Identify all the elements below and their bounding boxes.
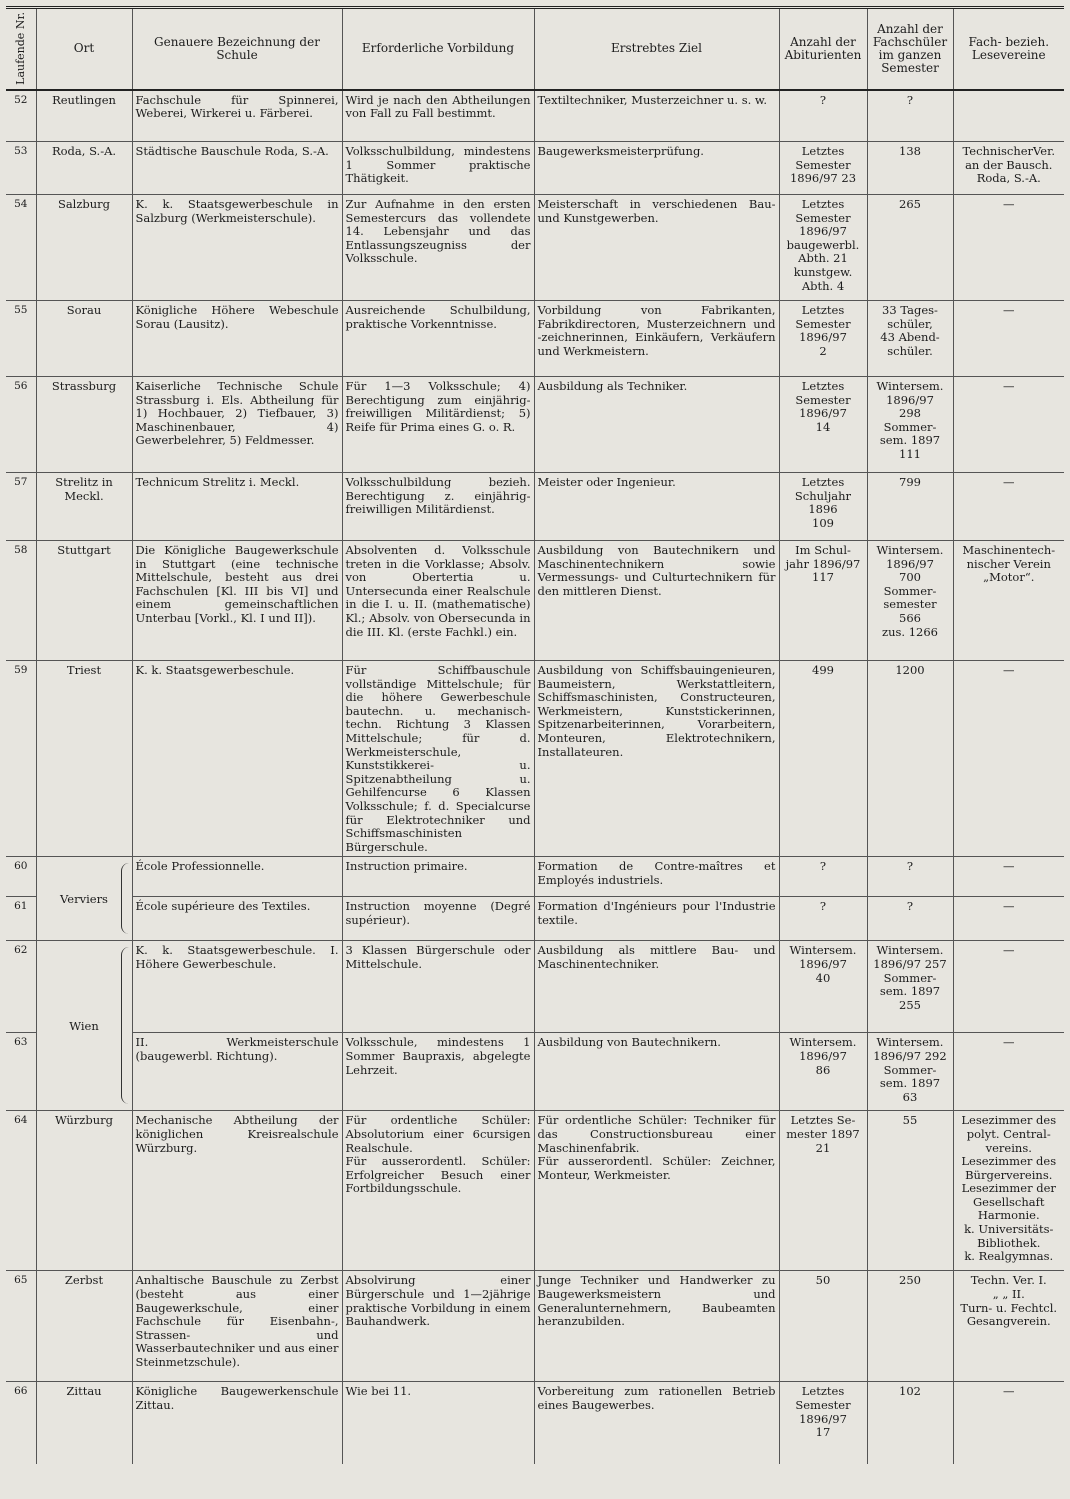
row-vorbildung: Absolvirung einer Bürgerschule und 1—2jährige praktische Vorbildung in einem Bauhandwerk.	[342, 1271, 534, 1382]
row-ort: Salzburg	[36, 195, 132, 301]
row-vorbildung: Zur Aufnahme in den ersten Semestercurs das vollendete 14. Lebensjahr und das Entlassungszeugniss der Volksschule.	[342, 195, 534, 301]
header-row	[6, 8, 1064, 90]
row-ziel: Formation d'Ingénieurs pour l'Industrie textile.	[534, 897, 779, 941]
row-lesevereine	[953, 90, 1064, 142]
row-abiturienten: Letztes Se- mester 1897 21	[779, 1111, 867, 1271]
row-vorbildung: Volksschulbildung, mindestens 1 Sommer praktische Thätigkeit.	[342, 142, 534, 195]
row-ziel: Für ordentliche Schüler: Techniker für das Constructionsbureau einer Maschinenfabrik. Für ausserordentl. Schüler: Zeichner, Monteur, Werkmeister.	[534, 1111, 779, 1271]
table-row	[6, 897, 1064, 941]
header-lesevereine: Fach- bezieh. Lesevereine	[953, 8, 1064, 90]
row-lesevereine: Techn. Ver. I. „ „ II. Turn- u. Fechtcl. Gesangverein.	[953, 1271, 1064, 1382]
table-row	[6, 142, 1064, 195]
table-row	[6, 941, 1064, 1033]
row-lesevereine: —	[953, 195, 1064, 301]
table-row	[6, 1382, 1064, 1464]
row-ziel: Junge Techniker und Handwerker zu Baugewerksmeistern und Generalunternehmern, Baubeamten heranzubilden.	[534, 1271, 779, 1382]
row-ort: Roda, S.-A.	[36, 142, 132, 195]
row-nr: 54	[6, 195, 36, 301]
header-abiturienten: Anzahl der Abiturienten	[779, 8, 867, 90]
row-vorbildung: Volksschule, mindestens 1 Sommer Baupraxis, abgelegte Lehrzeit.	[342, 1033, 534, 1111]
row-ziel: Vorbildung von Fabrikanten, Fabrikdirectoren, Musterzeichnern und -zeichnerinnen, Einkäufern, Verkäufern und Werkmeistern.	[534, 301, 779, 377]
row-lesevereine: —	[953, 1033, 1064, 1111]
row-nr: 61	[6, 897, 36, 941]
row-schule: Mechanische Abtheilung der königlichen Kreisrealschule Würzburg.	[132, 1111, 342, 1271]
row-vorbildung: Für ordentliche Schüler: Absolutorium einer 6cursigen Realschule. Für ausserordentl. Schüler: Erfolgreicher Besuch einer Fortbildungsschule.	[342, 1111, 534, 1271]
row-vorbildung: Wird je nach den Abtheilungen von Fall zu Fall bestimmt.	[342, 90, 534, 142]
row-abiturienten: Letztes Semester 1896/97 23	[779, 142, 867, 195]
row-ort: Reutlingen	[36, 90, 132, 142]
table-row	[6, 90, 1064, 142]
group-ort-label: Verviers	[60, 891, 108, 906]
row-ort: Strelitz in Meckl.	[36, 473, 132, 541]
row-nr: 63	[6, 1033, 36, 1111]
table-row	[6, 1033, 1064, 1111]
row-nr: 52	[6, 90, 36, 142]
row-abiturienten: 50	[779, 1271, 867, 1382]
row-abiturienten: Letztes Semester 1896/97 17	[779, 1382, 867, 1464]
row-nr: 66	[6, 1382, 36, 1464]
row-fachschueler: 102	[867, 1382, 953, 1464]
row-abiturienten: 499	[779, 661, 867, 857]
row-vorbildung: Wie bei 11.	[342, 1382, 534, 1464]
table-row	[6, 301, 1064, 377]
row-abiturienten: Letztes Semester 1896/97 14	[779, 377, 867, 473]
row-schule: Königliche Höhere Webeschule Sorau (Lausitz).	[132, 301, 342, 377]
row-fachschueler: ?	[867, 897, 953, 941]
row-nr: 59	[6, 661, 36, 857]
row-abiturienten: ?	[779, 90, 867, 142]
row-schule: K. k. Staatsgewerbeschule.	[132, 661, 342, 857]
row-vorbildung: Für 1—3 Volksschule; 4) Berechtigung zum einjährig-freiwilligen Militärdienst; 5) Reife für Prima eines G. o. R.	[342, 377, 534, 473]
row-lesevereine: Maschinentech- nischer Verein „Motor“.	[953, 541, 1064, 661]
row-lesevereine: —	[953, 941, 1064, 1033]
row-schule: Kaiserliche Technische Schule Strassburg i. Els. Abtheilung für 1) Hochbauer, 2) Tiefbauer, 3) Maschinenbauer, 4) Gewerbelehrer, 5) Feldmesser.	[132, 377, 342, 473]
group-ort-wien	[36, 941, 132, 1111]
row-fachschueler: ?	[867, 90, 953, 142]
row-ort: Zittau	[36, 1382, 132, 1464]
row-fachschueler: 265	[867, 195, 953, 301]
row-fachschueler: Wintersem. 1896/97 257 Sommer- sem. 1897 255	[867, 941, 953, 1033]
row-abiturienten: Letztes Schuljahr 1896 109	[779, 473, 867, 541]
row-ziel: Vorbereitung zum rationellen Betrieb eines Baugewerbes.	[534, 1382, 779, 1464]
row-ziel: Ausbildung von Bautechnikern.	[534, 1033, 779, 1111]
row-nr: 64	[6, 1111, 36, 1271]
row-schule: Städtische Bauschule Roda, S.-A.	[132, 142, 342, 195]
row-nr: 58	[6, 541, 36, 661]
row-vorbildung: Volksschulbildung bezieh. Berechtigung z. einjährig-freiwilligen Militärdienst.	[342, 473, 534, 541]
row-ziel: Textiltechniker, Musterzeichner u. s. w.	[534, 90, 779, 142]
header-fachschueler: Anzahl der Fachschüler im ganzen Semester	[867, 8, 953, 90]
row-abiturienten: Wintersem. 1896/97 86	[779, 1033, 867, 1111]
row-fachschueler: 138	[867, 142, 953, 195]
row-lesevereine: —	[953, 897, 1064, 941]
table-row	[6, 661, 1064, 857]
row-schule: École supérieure des Textiles.	[132, 897, 342, 941]
row-schule: II. Werkmeisterschule (baugewerbl. Richtung).	[132, 1033, 342, 1111]
row-schule: École Professionnelle.	[132, 857, 342, 897]
row-fachschueler: Wintersem. 1896/97 292 Sommer- sem. 1897 63	[867, 1033, 953, 1111]
row-ort: Triest	[36, 661, 132, 857]
row-vorbildung: Absolventen d. Volksschule treten in die Vorklasse; Absolv. von Obertertia u. Untersecunda einer Realschule in die I. u. II. (mathematische) Kl.; Absolv. von Obersecunda in die III. Kl. (erste Fachkl.) ein.	[342, 541, 534, 661]
row-fachschueler: 55	[867, 1111, 953, 1271]
row-lesevereine: —	[953, 473, 1064, 541]
row-ziel: Formation de Contre-maîtres et Employés industriels.	[534, 857, 779, 897]
header-ziel: Erstrebtes Ziel	[534, 8, 779, 90]
table-row	[6, 541, 1064, 661]
row-ziel: Ausbildung als Techniker.	[534, 377, 779, 473]
row-ort: Würzburg	[36, 1111, 132, 1271]
row-schule: K. k. Staatsgewerbeschule. I. Höhere Gewerbeschule.	[132, 941, 342, 1033]
row-schule: Anhaltische Bauschule zu Zerbst (besteht aus einer Baugewerkschule, einer Fachschule für Eisenbahn-, Strassen- und Wasserbautechniker und aus einer Steinmetzschule).	[132, 1271, 342, 1382]
row-nr: 56	[6, 377, 36, 473]
header-vorbildung: Erforderliche Vorbildung	[342, 8, 534, 90]
row-schule: Die Königliche Baugewerkschule in Stuttgart (eine technische Mittelschule, besteht aus drei Fachschulen [Kl. III bis VI] und einem gemeinschaftlichen Unterbau [Vorkl., Kl. I und II]).	[132, 541, 342, 661]
row-lesevereine: TechnischerVer. an der Bausch. Roda, S.-A.	[953, 142, 1064, 195]
row-lesevereine: Lesezimmer des polyt. Central- vereins. Lesezimmer des Bürgervereins. Lesezimmer der Gesellschaft Harmonie. k. Universitäts- Bibliothek. k. Realgymnas.	[953, 1111, 1064, 1271]
row-abiturienten: ?	[779, 897, 867, 941]
row-schule: Königliche Baugewerkenschule Zittau.	[132, 1382, 342, 1464]
row-ziel: Ausbildung von Bautechnikern und Maschinentechnikern sowie Vermessungs- und Culturtechnikern für den mittleren Dienst.	[534, 541, 779, 661]
row-fachschueler: Wintersem. 1896/97 298 Sommer- sem. 1897 111	[867, 377, 953, 473]
row-lesevereine: —	[953, 377, 1064, 473]
row-nr: 53	[6, 142, 36, 195]
row-schule: K. k. Staatsgewerbeschule in Salzburg (Werkmeisterschule).	[132, 195, 342, 301]
row-abiturienten: ?	[779, 857, 867, 897]
row-fachschueler: 799	[867, 473, 953, 541]
row-lesevereine: —	[953, 1382, 1064, 1464]
row-ort: Sorau	[36, 301, 132, 377]
row-abiturienten: Im Schul- jahr 1896/97 117	[779, 541, 867, 661]
row-schule: Technicum Strelitz i. Meckl.	[132, 473, 342, 541]
row-lesevereine: —	[953, 857, 1064, 897]
header-nr: Laufende Nr.	[6, 8, 36, 90]
group-ort-verviers	[36, 857, 132, 941]
row-ort: Stuttgart	[36, 541, 132, 661]
row-fachschueler: ?	[867, 857, 953, 897]
table-row	[6, 1271, 1064, 1382]
row-ziel: Meister oder Ingenieur.	[534, 473, 779, 541]
row-vorbildung: Instruction moyenne (Degré supérieur).	[342, 897, 534, 941]
table-row	[6, 377, 1064, 473]
row-vorbildung: 3 Klassen Bürgerschule oder Mittelschule.	[342, 941, 534, 1033]
row-vorbildung: Instruction primaire.	[342, 857, 534, 897]
row-vorbildung: Für Schiffbauschule vollständige Mittelschule; für die höhere Gewerbeschule bautechn. u. mechanisch-techn. Richtung 3 Klassen Mittelschule; für d. Werkmeisterschule, Kunststikkerei- u. Spitzenabtheilung u. Gehilfencurse 6 Klassen Volksschule; f. d. Specialcurse für Elektrotechniker und Schiffsmaschinisten Bürgerschule.	[342, 661, 534, 857]
row-abiturienten: Letztes Semester 1896/97 2	[779, 301, 867, 377]
row-lesevereine: —	[953, 661, 1064, 857]
row-fachschueler: 250	[867, 1271, 953, 1382]
row-nr: 60	[6, 857, 36, 897]
row-nr: 65	[6, 1271, 36, 1382]
row-nr: 57	[6, 473, 36, 541]
group-ort-label: Wien	[69, 1018, 99, 1033]
header-ort: Ort	[36, 8, 132, 90]
row-nr: 62	[6, 941, 36, 1033]
row-ort: Strassburg	[36, 377, 132, 473]
brace-icon	[121, 863, 130, 934]
table-row	[6, 1111, 1064, 1271]
row-abiturienten: Wintersem. 1896/97 40	[779, 941, 867, 1033]
brace-icon	[121, 947, 130, 1104]
row-fachschueler: 33 Tages- schüler, 43 Abend- schüler.	[867, 301, 953, 377]
row-vorbildung: Ausreichende Schulbildung, praktische Vorkenntnisse.	[342, 301, 534, 377]
row-ziel: Ausbildung von Schiffsbauingenieuren, Baumeistern, Werkstattleitern, Schiffsmaschinisten, Constructeuren, Werkmeistern, Kunststickerinnen, Spitzenarbeiterinnen, Vorarbeitern, Monteuren, Elektrotechnikern, Installateuren.	[534, 661, 779, 857]
header-schule: Genauere Bezeichnung der Schule	[132, 8, 342, 90]
row-schule: Fachschule für Spinnerei, Weberei, Wirkerei u. Färberei.	[132, 90, 342, 142]
row-fachschueler: 1200	[867, 661, 953, 857]
row-ziel: Meisterschaft in verschiedenen Bau- und Kunstgewerben.	[534, 195, 779, 301]
row-ziel: Ausbildung als mittlere Bau- und Maschinentechniker.	[534, 941, 779, 1033]
schools-table	[6, 6, 1064, 1464]
row-abiturienten: Letztes Semester 1896/97 baugewerbl. Abth. 21 kunstgew. Abth. 4	[779, 195, 867, 301]
table-row	[6, 473, 1064, 541]
row-ziel: Baugewerksmeisterprüfung.	[534, 142, 779, 195]
table-row	[6, 195, 1064, 301]
row-ort: Zerbst	[36, 1271, 132, 1382]
table-row	[6, 857, 1064, 897]
row-nr: 55	[6, 301, 36, 377]
row-lesevereine: —	[953, 301, 1064, 377]
row-fachschueler: Wintersem. 1896/97 700 Sommer- semester 566 zus. 1266	[867, 541, 953, 661]
